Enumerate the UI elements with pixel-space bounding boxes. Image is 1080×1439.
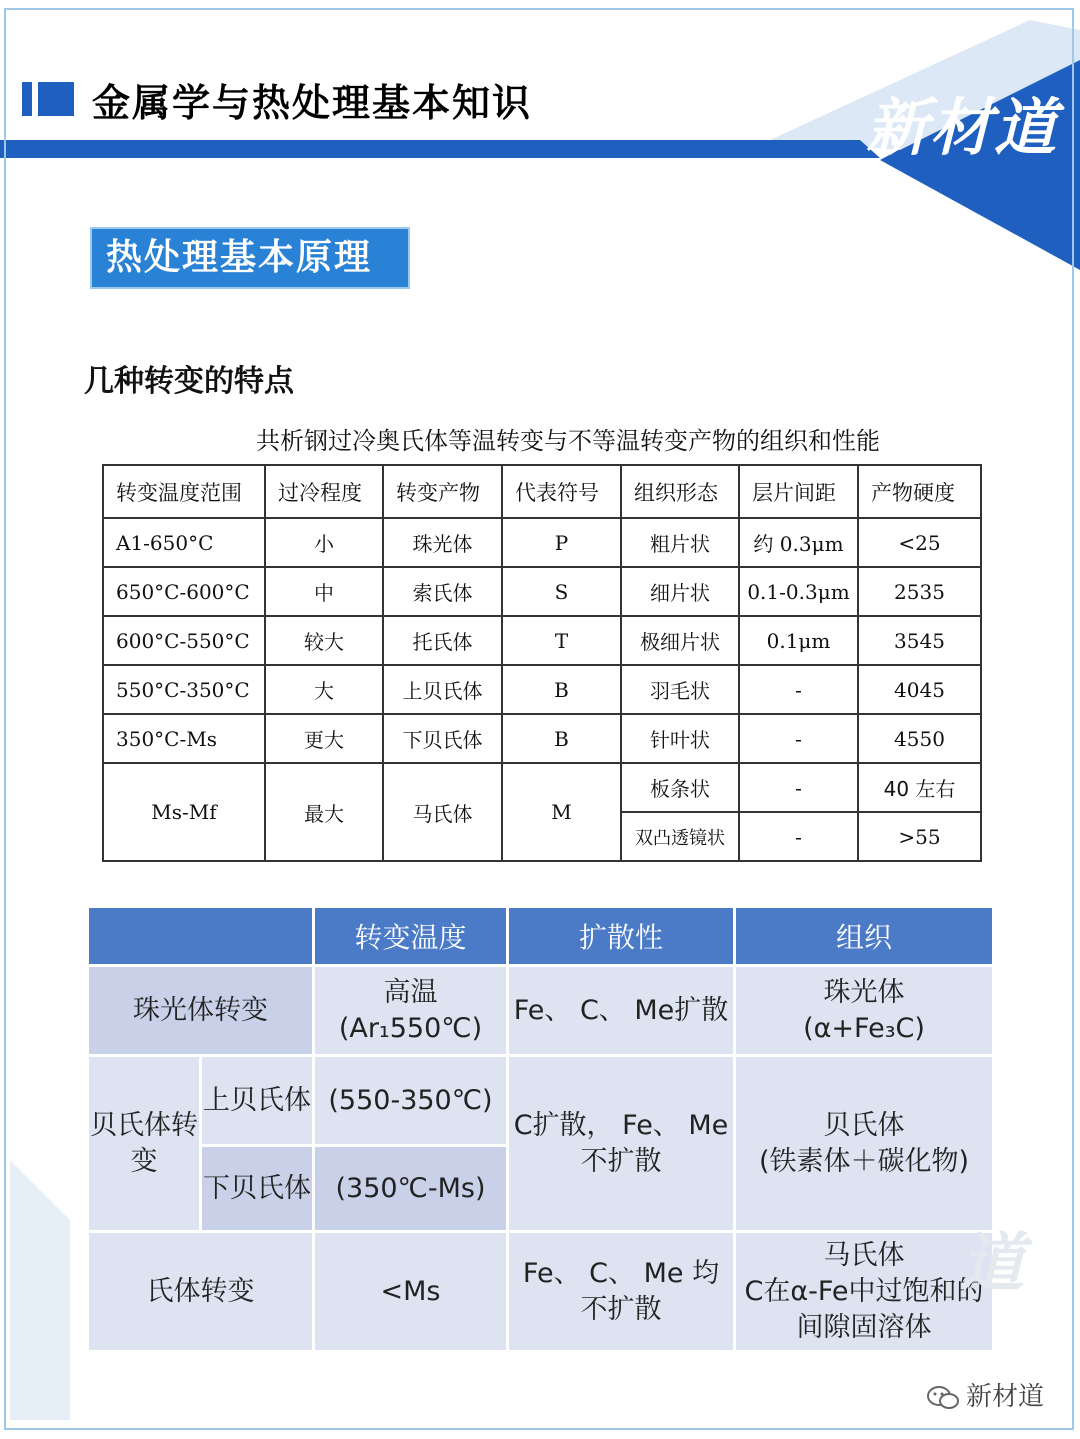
cell-line: 马氏体 bbox=[823, 1239, 905, 1271]
page-title: 金属学与热处理基本知识 bbox=[92, 81, 533, 125]
cell: 板条状 bbox=[621, 763, 739, 812]
watermark: 道 bbox=[960, 1227, 1024, 1301]
cell: - bbox=[739, 665, 858, 714]
cell: 2535 bbox=[858, 567, 981, 616]
cell: 小 bbox=[265, 518, 383, 567]
cell: 550°C-350°C bbox=[103, 665, 265, 714]
footer-account: 新材道 bbox=[966, 1382, 1045, 1412]
cell bbox=[735, 1056, 994, 1232]
cell: <25 bbox=[858, 518, 981, 567]
table-header-row bbox=[103, 465, 981, 518]
cell: 双凸透镜状 bbox=[621, 812, 739, 861]
brand-logo: 新材道 bbox=[866, 91, 1059, 164]
cell: >55 bbox=[858, 812, 981, 861]
cell-line: 珠光体 bbox=[823, 976, 905, 1008]
cell: B bbox=[502, 665, 621, 714]
table-row bbox=[103, 518, 981, 567]
cell: Fe、 C、 Me扩散 bbox=[508, 966, 735, 1056]
cell: 0.1μm bbox=[739, 616, 858, 665]
header-cell: 扩散性 bbox=[508, 907, 735, 966]
header-cell: 过冷程度 bbox=[265, 465, 383, 518]
cell: 珠光体转变 bbox=[88, 966, 314, 1056]
wechat-icon bbox=[926, 1384, 960, 1412]
cell: 4045 bbox=[858, 665, 981, 714]
table-row bbox=[103, 714, 981, 763]
cell: 羽毛状 bbox=[621, 665, 739, 714]
cell: Ms-Mf bbox=[103, 763, 265, 861]
cell: M bbox=[502, 763, 621, 861]
table-row bbox=[103, 665, 981, 714]
table-row bbox=[88, 1056, 994, 1146]
cell: 下贝氏体 bbox=[201, 1146, 314, 1232]
cell-line: (Ar₁550℃) bbox=[338, 1012, 483, 1044]
cell: 40 左右 bbox=[858, 763, 981, 812]
transformation-table bbox=[102, 464, 982, 862]
cell-line: (α+Fe₃C) bbox=[803, 1012, 925, 1044]
cell: 650°C-600°C bbox=[103, 567, 265, 616]
cell: 较大 bbox=[265, 616, 383, 665]
header-cell: 产物硬度 bbox=[858, 465, 981, 518]
cell: 粗片状 bbox=[621, 518, 739, 567]
cell: 上贝氏体 bbox=[201, 1056, 314, 1146]
cell: 细片状 bbox=[621, 567, 739, 616]
table-row bbox=[88, 1232, 994, 1352]
footer bbox=[926, 1376, 1044, 1413]
cell: 4550 bbox=[858, 714, 981, 763]
cell: 约 0.3μm bbox=[739, 518, 858, 567]
cell-line: C在α-Fe中过饱和的间隙固溶体 bbox=[744, 1275, 984, 1343]
cell bbox=[735, 1232, 994, 1352]
header-cell: 组织 bbox=[735, 907, 994, 966]
cell: 针叶状 bbox=[621, 714, 739, 763]
transformation-summary-table bbox=[86, 905, 995, 1353]
cell: 350°C-Ms bbox=[103, 714, 265, 763]
cell: - bbox=[739, 714, 858, 763]
cell: (350℃-Ms) bbox=[314, 1146, 508, 1232]
cell: 更大 bbox=[265, 714, 383, 763]
header-marks bbox=[22, 82, 74, 116]
cell: 大 bbox=[265, 665, 383, 714]
section-heading: 热处理基本原理 bbox=[90, 227, 410, 289]
header-cell: 转变温度 bbox=[314, 907, 508, 966]
header-cell: 转变产物 bbox=[383, 465, 502, 518]
cell: 3545 bbox=[858, 616, 981, 665]
cell: P bbox=[502, 518, 621, 567]
table-row bbox=[103, 616, 981, 665]
cell: 600°C-550°C bbox=[103, 616, 265, 665]
cell: 最大 bbox=[265, 763, 383, 861]
header-cell-blank bbox=[88, 907, 314, 966]
cell: 0.1-0.3μm bbox=[739, 567, 858, 616]
cell: - bbox=[739, 763, 858, 812]
table-row bbox=[88, 966, 994, 1056]
header-cell: 组织形态 bbox=[621, 465, 739, 518]
header-cell: 层片间距 bbox=[739, 465, 858, 518]
cell: 马氏体 bbox=[383, 763, 502, 861]
cell: - bbox=[739, 812, 858, 861]
subtitle: 几种转变的特点 bbox=[84, 364, 294, 399]
cell-line: (铁素体＋碳化物) bbox=[758, 1145, 970, 1177]
cell: 索氏体 bbox=[383, 567, 502, 616]
cell-line: 贝氏体 bbox=[823, 1109, 905, 1141]
table-header-row bbox=[88, 907, 994, 966]
cell: 上贝氏体 bbox=[383, 665, 502, 714]
cell: B bbox=[502, 714, 621, 763]
cell: T bbox=[502, 616, 621, 665]
table-row bbox=[103, 763, 981, 812]
header-cell: 代表符号 bbox=[502, 465, 621, 518]
cell: 托氏体 bbox=[383, 616, 502, 665]
cell: C扩散， Fe、 Me不扩散 bbox=[508, 1056, 735, 1232]
header-cell: 转变温度范围 bbox=[103, 465, 265, 518]
cell: A1-650°C bbox=[103, 518, 265, 567]
cell: 珠光体 bbox=[383, 518, 502, 567]
table-row bbox=[103, 567, 981, 616]
cell: 氏体转变 bbox=[88, 1232, 314, 1352]
cell: Fe、 C、 Me 均不扩散 bbox=[508, 1232, 735, 1352]
cell: 极细片状 bbox=[621, 616, 739, 665]
cell bbox=[735, 966, 994, 1056]
cell-line: 高温 bbox=[383, 976, 438, 1008]
cell: <Ms bbox=[314, 1232, 508, 1352]
cell: 中 bbox=[265, 567, 383, 616]
table1-caption: 共析钢过冷奥氏体等温转变与不等温转变产物的组织和性能 bbox=[256, 427, 880, 455]
cell: (550-350℃) bbox=[314, 1056, 508, 1146]
cell: 下贝氏体 bbox=[383, 714, 502, 763]
cell: S bbox=[502, 567, 621, 616]
cell bbox=[314, 966, 508, 1056]
cell: 贝氏体转变 bbox=[88, 1056, 201, 1232]
